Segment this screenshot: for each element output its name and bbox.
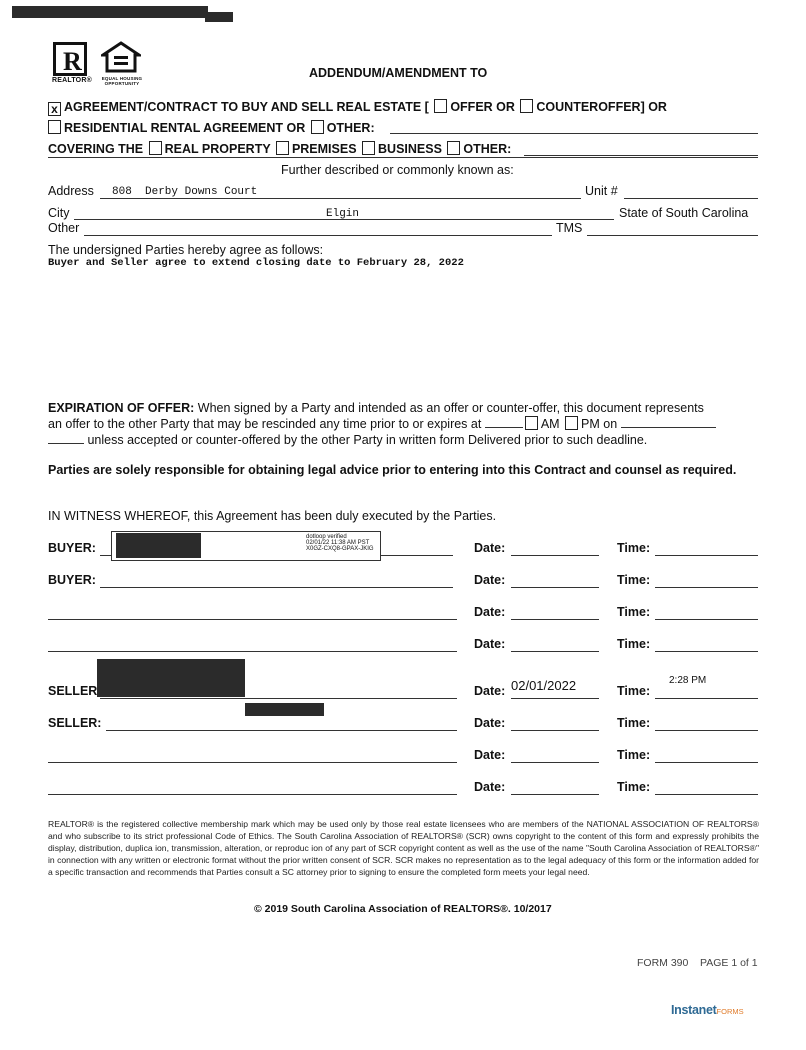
city-value: Elgin bbox=[326, 208, 360, 220]
expiration-date-field-2[interactable] bbox=[48, 443, 84, 444]
offer-checkbox[interactable] bbox=[434, 99, 447, 113]
expiration-line1: When signed by a Party and intended as an offer or counter-offer, this document represents bbox=[197, 401, 704, 415]
divider-line bbox=[48, 157, 758, 158]
form-number: FORM 390 PAGE 1 of 1 bbox=[637, 957, 758, 969]
copyright-text: © 2019 South Carolina Association of REALTORS®. 10/2017 bbox=[254, 903, 552, 915]
buyer-2-date-label: Date: bbox=[474, 573, 506, 587]
covering-other-checkbox[interactable] bbox=[447, 141, 460, 155]
realtor-logo-icon: R bbox=[53, 42, 87, 76]
witness-statement: IN WITNESS WHEREOF, this Agreement has been duly executed by the Parties. bbox=[48, 509, 497, 523]
redacted-header-tail bbox=[205, 12, 233, 22]
redacted-buyer-signature bbox=[116, 533, 201, 558]
extra-1-time-field[interactable] bbox=[655, 619, 758, 620]
realtor-logo-caption: REALTOR® bbox=[52, 77, 92, 84]
tms-field[interactable] bbox=[587, 235, 758, 236]
expiration-date-field[interactable] bbox=[621, 427, 716, 428]
premises-checkbox[interactable] bbox=[276, 141, 289, 155]
rental-label: RESIDENTIAL RENTAL AGREEMENT OR bbox=[64, 121, 306, 135]
extra-3-time-label: Time: bbox=[617, 748, 651, 762]
seller-1-date-value: 02/01/2022 bbox=[511, 678, 577, 693]
address-label: Address bbox=[48, 184, 94, 198]
seller-2-date-label: Date: bbox=[474, 716, 506, 730]
further-described-label: Further described or commonly known as: bbox=[281, 163, 514, 177]
unit-field[interactable] bbox=[624, 198, 758, 199]
page-title: ADDENDUM/AMENDMENT TO bbox=[309, 66, 488, 80]
buyer-2-time-field[interactable] bbox=[655, 587, 758, 588]
seller-1-time-label: Time: bbox=[617, 684, 651, 698]
covering-label: COVERING THE bbox=[48, 142, 144, 156]
agreement-checkbox[interactable]: x bbox=[48, 102, 61, 116]
pm-checkbox[interactable] bbox=[565, 416, 578, 430]
expiration-paragraph bbox=[48, 400, 759, 448]
buyer-2-date-field[interactable] bbox=[511, 587, 599, 588]
counteroffer-label: COUNTEROFFER] OR bbox=[536, 100, 667, 114]
unit-label: Unit # bbox=[585, 184, 618, 198]
dotloop-line1: dotloop verified bbox=[306, 534, 347, 540]
extra-4-date-label: Date: bbox=[474, 780, 506, 794]
covering-other-field[interactable] bbox=[524, 155, 758, 156]
expiration-line2: an offer to the other Party that may be rescinded any time prior to or expires at bbox=[48, 417, 482, 431]
agreement-text: Buyer and Seller agree to extend closing date to February 28, 2022 bbox=[48, 257, 464, 269]
real-property-checkbox[interactable] bbox=[149, 141, 162, 155]
buyer-2-label: BUYER: bbox=[48, 573, 96, 587]
buyer-1-date-label: Date: bbox=[474, 541, 506, 555]
expiration-line3: unless accepted or counter-offered by the other Party in written form Delivered prior to such deadline. bbox=[87, 433, 648, 447]
seller-1-label: SELLER bbox=[48, 684, 98, 698]
agreement-intro: The undersigned Parties hereby agree as follows: bbox=[48, 243, 324, 257]
redacted-header bbox=[12, 6, 208, 18]
expiration-time-field[interactable] bbox=[485, 427, 523, 428]
extra-1-date-field[interactable] bbox=[511, 619, 599, 620]
covering-other-label: OTHER: bbox=[463, 142, 512, 156]
real-property-label: REAL PROPERTY bbox=[164, 142, 271, 156]
tms-label: TMS bbox=[556, 221, 583, 235]
buyer-1-date-field[interactable] bbox=[511, 555, 599, 556]
city-label: City bbox=[48, 206, 70, 220]
legal-advice-notice: Parties are solely responsible for obtaining legal advice prior to entering into this Contract and counsel as required. bbox=[48, 463, 737, 477]
seller-1-signature-field[interactable] bbox=[100, 698, 457, 699]
other-checkbox[interactable] bbox=[311, 120, 324, 134]
seller-2-time-label: Time: bbox=[617, 716, 651, 730]
premises-label: PREMISES bbox=[291, 142, 357, 156]
am-label: AM bbox=[540, 417, 560, 431]
instanet-logo bbox=[671, 1003, 744, 1017]
redacted-seller-signature bbox=[97, 659, 245, 697]
extra-2-time-label: Time: bbox=[617, 637, 651, 651]
other-property-field[interactable] bbox=[84, 235, 552, 236]
instanet-logo-text: Instanet bbox=[671, 1003, 717, 1017]
extra-2-time-field[interactable] bbox=[655, 651, 758, 652]
dotloop-line3: X0GZ-CXQ8-GPAX-JKIG bbox=[306, 546, 374, 552]
seller-2-time-field[interactable] bbox=[655, 730, 758, 731]
expiration-heading: EXPIRATION OF OFFER: bbox=[48, 401, 195, 415]
agreement-type-row bbox=[48, 99, 667, 116]
seller-1-date-field[interactable] bbox=[511, 698, 599, 699]
extra-4-signature-field[interactable] bbox=[48, 794, 457, 795]
offer-label: OFFER OR bbox=[450, 100, 515, 114]
seller-1-time-value: 2:28 PM bbox=[669, 675, 707, 686]
extra-2-signature-field[interactable] bbox=[48, 651, 457, 652]
address-value: 808 Derby Downs Court bbox=[112, 186, 258, 198]
extra-3-signature-field[interactable] bbox=[48, 762, 457, 763]
instanet-logo-suffix: FORMS bbox=[716, 1007, 744, 1016]
seller-2-label: SELLER: bbox=[48, 716, 102, 730]
extra-4-date-field[interactable] bbox=[511, 794, 599, 795]
other-property-label: Other bbox=[48, 221, 80, 235]
extra-4-time-field[interactable] bbox=[655, 794, 758, 795]
buyer-1-label: BUYER: bbox=[48, 541, 96, 555]
extra-3-time-field[interactable] bbox=[655, 762, 758, 763]
seller-2-date-field[interactable] bbox=[511, 730, 599, 731]
agreement-label: AGREEMENT/CONTRACT TO BUY AND SELL REAL ESTATE [ bbox=[64, 100, 429, 114]
extra-4-time-label: Time: bbox=[617, 780, 651, 794]
rental-row bbox=[48, 120, 375, 135]
seller-2-signature-field[interactable] bbox=[106, 730, 457, 731]
seller-1-date-label: Date: bbox=[474, 684, 506, 698]
covering-row bbox=[48, 141, 511, 156]
equal-housing-logo-icon bbox=[101, 41, 141, 75]
extra-1-signature-field[interactable] bbox=[48, 619, 457, 620]
dotloop-line2: 02/01/22 11:38 AM PST bbox=[306, 540, 370, 546]
counteroffer-checkbox[interactable] bbox=[520, 99, 533, 113]
business-label: BUSINESS bbox=[378, 142, 442, 156]
am-checkbox[interactable] bbox=[525, 416, 538, 430]
other-label: OTHER: bbox=[326, 121, 375, 135]
buyer-1-time-label: Time: bbox=[617, 541, 651, 555]
state-label: State of South Carolina bbox=[619, 206, 749, 220]
extra-2-date-label: Date: bbox=[474, 637, 506, 651]
disclaimer-text: REALTOR® is the registered collective membership mark which may be used only by those real estate licensees who are members of the NATIONAL ASSOCIATION OF REALTORS® and who subscribe to its strict professional Code of Ethics. The South Carolina Association of REALTORS® (SCR) owns copyright to the content of this form and expressly prohibits the display, distribution, duplica ion, transmission, alteration, or reproduc ion of any part of SCR copyright content as well as the use of the name "South Carolina Association of REALTORS®" in connection with any written or electronic format without the prior written consent of SCR. SCR makes no representation as to the legal adequacy of this form or the information added for a specific transaction and recommends that Parties consult a SC attorney prior to signing to ensure the completed form meets your legal need. bbox=[48, 819, 759, 877]
buyer-1-time-field[interactable] bbox=[655, 555, 758, 556]
address-field[interactable] bbox=[100, 198, 581, 199]
buyer-2-time-label: Time: bbox=[617, 573, 651, 587]
pm-label: PM on bbox=[581, 417, 618, 431]
extra-3-date-field[interactable] bbox=[511, 762, 599, 763]
extra-3-date-label: Date: bbox=[474, 748, 506, 762]
seller-1-time-field[interactable] bbox=[655, 698, 758, 699]
business-checkbox[interactable] bbox=[362, 141, 375, 155]
rental-checkbox[interactable] bbox=[48, 120, 61, 134]
other-field[interactable] bbox=[390, 133, 758, 134]
extra-1-date-label: Date: bbox=[474, 605, 506, 619]
extra-2-date-field[interactable] bbox=[511, 651, 599, 652]
buyer-2-signature-field[interactable] bbox=[100, 587, 453, 588]
equal-housing-caption: EQUAL HOUSING OPPORTUNITY bbox=[101, 76, 143, 86]
extra-1-time-label: Time: bbox=[617, 605, 651, 619]
redacted-seller-detail bbox=[245, 703, 324, 716]
